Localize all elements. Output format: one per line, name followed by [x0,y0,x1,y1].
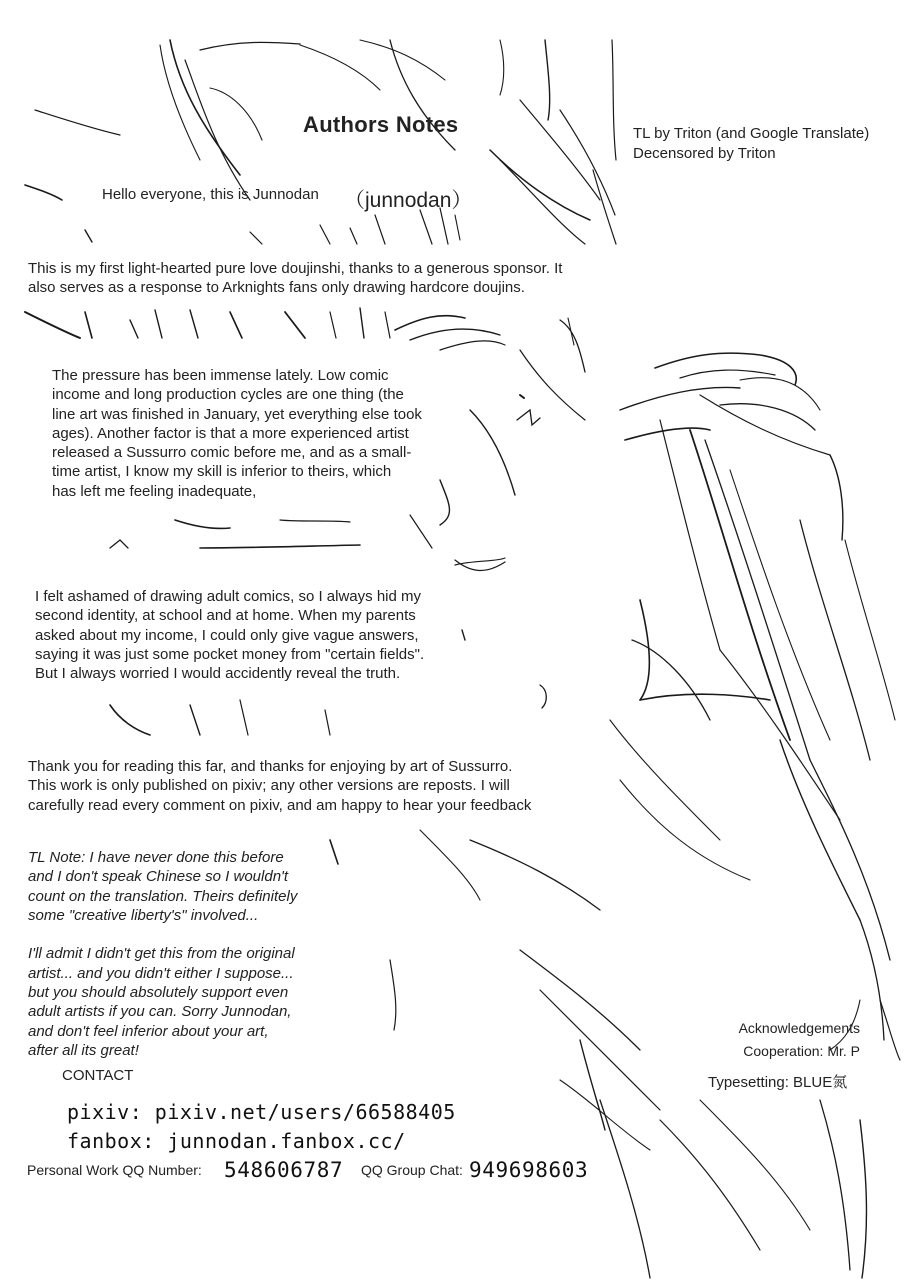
paragraph-line: has left me feeling inadequate, [52,482,257,500]
paragraph-line: time artist, I know my skill is inferior to theirs, which [52,463,392,481]
tl-note-line: and don't feel inferior about your art, [28,1022,269,1040]
greeting-name: （junnodan） [344,189,473,212]
qq-personal-label: Personal Work QQ Number: [27,1162,202,1178]
paragraph-first-doujinshi [28,259,562,298]
qq-group-number: 949698603 [469,1158,589,1182]
tl-note-line: artist... and you didn't either I suppose... [28,964,294,982]
paragraph-line: released a Sussurro comic before me, and as a small- [52,444,412,462]
translator-credit-line: TL by Triton (and Google Translate) [633,125,870,142]
fanbox-link[interactable]: fanbox: junnodan.fanbox.cc/ [67,1129,406,1153]
typesetting-credit: Typesetting: BLUE氮 [708,1074,848,1091]
paragraph-ashamed [35,587,424,683]
qq-personal-number: 548606787 [224,1158,344,1182]
paragraph-line: But I always worried I would accidently reveal the truth. [35,665,401,683]
translator-note [28,848,297,1060]
paragraph-line: income and long production cycles are one thing (the [52,386,404,404]
tl-note-line: but you should absolutely support even [28,984,289,1002]
paragraph-line: I felt ashamed of drawing adult comics, so I always hid my [35,588,422,605]
paragraph-line: asked about my income, I could only give vague answers, [35,626,419,644]
contact-label: CONTACT [62,1067,134,1084]
paragraph-line: ages). Another factor is that a more experienced artist [52,424,409,442]
cooperation-credit: Cooperation: Mr. P [743,1043,860,1059]
paragraph-line: The pressure has been immense lately. Low comic [52,367,389,384]
paragraph-line: saying it was just some pocket money from "certain fields". [35,645,425,663]
paragraph-line: This work is only published on pixiv; any other versions are reposts. I will [28,777,510,795]
greeting-text: Hello everyone, this is Junnodan [102,186,319,203]
tl-note-spacer [28,925,297,944]
pixiv-link[interactable]: pixiv: pixiv.net/users/66588405 [67,1100,456,1124]
paragraph-pressure [52,366,422,501]
paragraph-thank-you [28,757,531,815]
tl-note-line: adult artists if you can. Sorry Junnodan, [28,1003,292,1021]
paragraph-line: Thank you for reading this far, and thanks for enjoying by art of Sussurro. [28,758,513,775]
tl-note-line: some "creative liberty's" involved... [28,906,259,924]
tl-note-line: TL Note: I have never done this before [28,849,284,866]
tl-note-line: I'll admit I didn't get this from the original [28,945,295,963]
paragraph-line: second identity, at school and at home. When my parents [35,607,416,625]
tl-note-line: and I don't speak Chinese so I wouldn't [28,868,289,886]
tl-note-line: count on the translation. Theirs definitely [28,887,298,905]
acknowledgements-label: Acknowledgements [738,1020,860,1036]
page-title: Authors Notes [303,112,459,137]
decensor-credit-line: Decensored by Triton [633,145,776,162]
qq-group-label: QQ Group Chat: [361,1162,463,1178]
paragraph-line: also serves as a response to Arknights fans only drawing hardcore doujins. [28,279,525,297]
tl-note-line: after all its great! [28,1041,139,1059]
paragraph-line: line art was finished in January, yet everything else took [52,405,422,423]
paragraph-line: carefully read every comment on pixiv, and am happy to hear your feedback [28,796,532,814]
translator-credit [633,124,869,164]
paragraph-line: This is my first light-hearted pure love doujinshi, thanks to a generous sponsor. It [28,260,563,277]
